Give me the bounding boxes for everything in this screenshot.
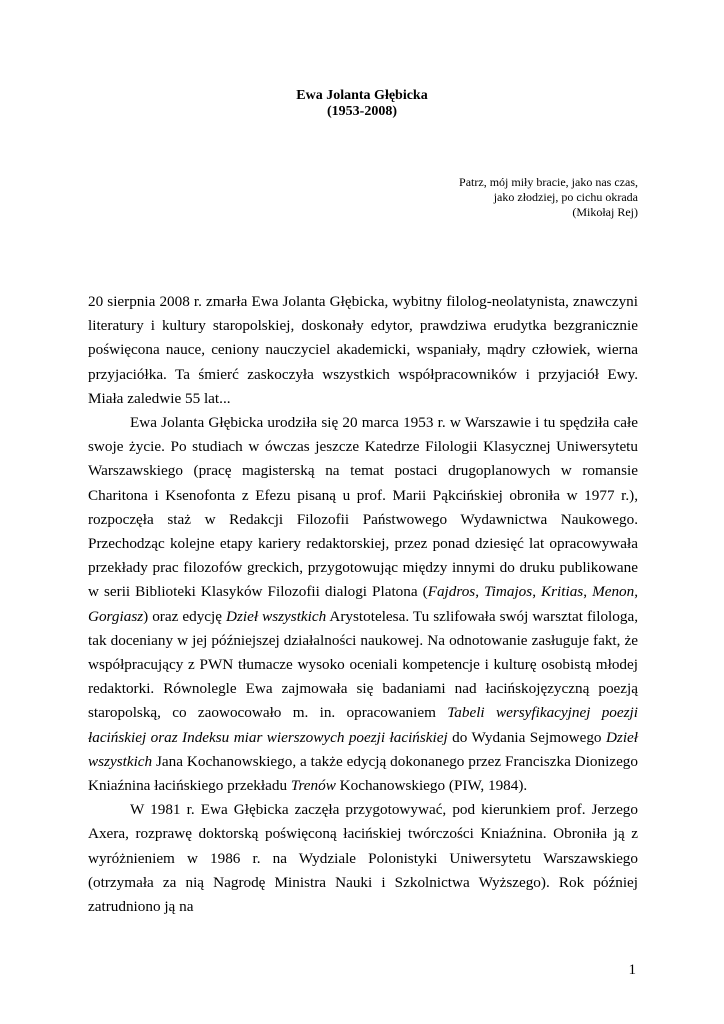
text-run: Jana Kochanowskiego, a także edycją dokonanego przez Franciszka Dionizego Kniaźnina łacińskiego przekładu xyxy=(88,752,638,795)
paragraph-2 xyxy=(88,411,638,798)
page-title: Ewa Jolanta Głębicka xyxy=(296,88,428,103)
text-run: Kochanowskiego (PIW, 1984). xyxy=(335,777,528,795)
text-run: do Wydania Sejmowego xyxy=(447,728,606,746)
italic-title: Fajdros xyxy=(427,583,476,601)
text-run: , xyxy=(583,583,593,601)
italic-title: Kritias xyxy=(541,583,584,601)
body-text xyxy=(88,290,638,919)
paragraph-1: 20 sierpnia 2008 r. zmarła Ewa Jolanta Głębicka, wybitny filolog-neolatynista, znawczyni literatury i kultury staropolskiej, doskonały edytor, prawdziwa erudytka bezgranicznie poświęcona nauce, ceniony nauczyciel akademicki, wspaniały, mądry człowiek, wierna przyjaciółka. Ta śmierć zaskoczyła wszystkich współpracowników i przyjaciół Ewy. Miała zaledwie 55 lat... xyxy=(88,293,638,407)
text-run: , xyxy=(532,583,542,601)
page-number: 1 xyxy=(628,962,636,978)
italic-title: Dzieł wszystkich xyxy=(226,607,327,625)
epigraph-line-1: Patrz, mój miły bracie, jako nas czas, xyxy=(459,175,638,189)
italic-title: Trenów xyxy=(290,777,336,795)
italic-title: Tabeli wersyfikacyjnej poezji łacińskiej oraz Indeksu miar wierszowych poezji łacińskiej xyxy=(88,704,638,746)
italic-title: Dzieł wszystkich xyxy=(88,728,638,770)
text-run: ) oraz edycję xyxy=(143,607,227,625)
epigraph-line-2: jako złodziej, po cichu okrada xyxy=(493,190,638,204)
text-run: , xyxy=(634,583,639,601)
italic-title: Timajos xyxy=(484,583,533,601)
paragraph-3: W 1981 r. Ewa Głębicka zaczęła przygotowywać, pod kierunkiem prof. Jerzego Axera, rozprawę doktorską poświęconą łacińskiej twórczości Kniaźnina. Obroniła ją z wyróżnieniem w 1986 r. na Wydziale Polonistyki Uniwersytetu Warszawskiego (otrzymała za nią Nagrodę Ministra Nauki i Szkolnictwa Wyższego). Rok później zatrudniono ją na xyxy=(88,801,638,916)
italic-title: Menon xyxy=(592,583,635,601)
epigraph xyxy=(459,175,638,220)
text-run: Ewa Jolanta Głębicka urodziła się 20 marca 1953 r. w Warszawie i tu spędziła całe swoje życie. Po studiach w ówczas jeszcze Katedrze Filologii Klasycznej Uniwersytetu Warszawskiego (pracę magisterską na temat postaci drugoplanowych w romansie Charitona i Ksenofonta z Efezu pisaną u prof. Marii Pąkcińskiej obroniła w 1977 r.), rozpoczęła staż w Redakcji Filozofii Państwowego Wydawnictwa Naukowego. Przechodząc kolejne etapy kariery redaktorskiej, przez ponad dziesięć lat opracowywała przekłady prac filozofów greckich, przygotowując między innymi do druku publikowane w serii Biblioteki Klasyków Filozofii dialogi Platona ( xyxy=(88,414,638,601)
text-run: Arystotelesa. Tu szlifowała swój warsztat filologa, tak doceniany w jej późniejszej działalności naukowej. Na odnotowanie zasługuje fakt, że współpracujący z PWN tłumacze wysoko oceniali kompetencje i kulturę osobistą młodej redaktorki. Równolegle Ewa zajmowała się badaniami nad łacińskojęzyczną poezją staropolską, co zaowocowało m. in. opracowaniem xyxy=(88,607,638,722)
page-subtitle: (1953-2008) xyxy=(327,104,397,119)
italic-title: Gorgiasz xyxy=(88,607,144,625)
text-run: , xyxy=(475,583,485,601)
epigraph-author: (Mikołaj Rej) xyxy=(572,205,638,219)
